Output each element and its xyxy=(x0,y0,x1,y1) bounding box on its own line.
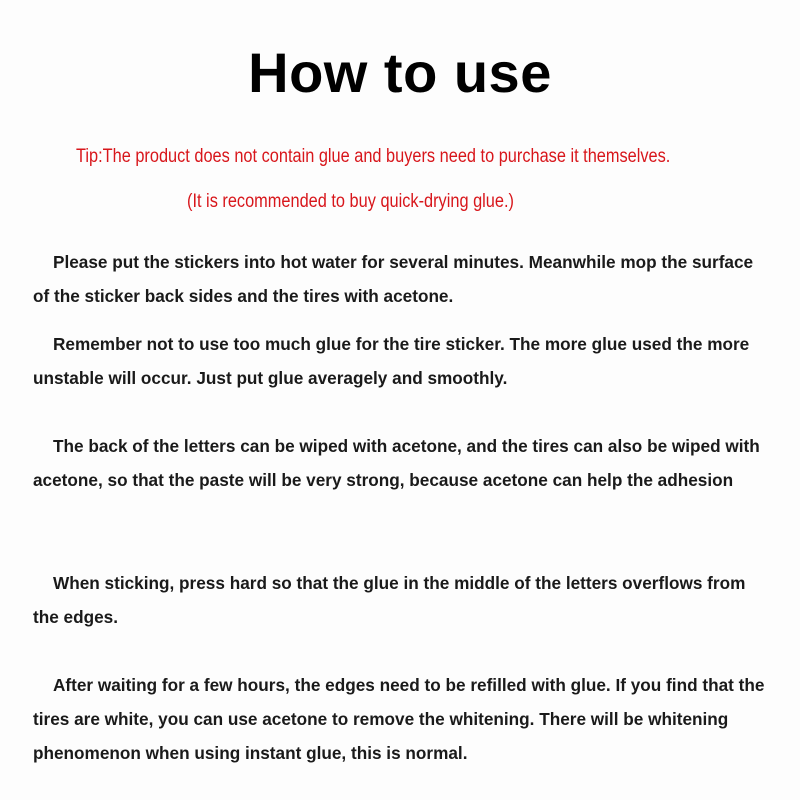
tip-line-recommend-glue: (It is recommended to buy quick-drying glue.) xyxy=(187,191,514,212)
tip-line-glue-not-included: Tip:The product does not contain glue and buyers need to purchase it themselves. xyxy=(76,146,671,167)
page-title: How to use xyxy=(248,41,552,104)
instruction-paragraph-hot-water: Please put the stickers into hot water for several minutes. Meanwhile mop the surface of the sticker back sides and the tires with acetone. xyxy=(33,252,754,306)
instruction-paragraph-glue-amount: Remember not to use too much glue for the tire sticker. The more glue used the more unstable will occur. Just put glue averagely and smoothly. xyxy=(33,334,750,388)
instruction-paragraph-press-hard: When sticking, press hard so that the glue in the middle of the letters overflows from the edges. xyxy=(33,573,746,627)
instruction-paragraph-acetone: The back of the letters can be wiped with acetone, and the tires can also be wiped with acetone, so that the paste will be very strong, because acetone can help the adhesion xyxy=(33,436,760,490)
instruction-paragraph-refill-edges: After waiting for a few hours, the edges need to be refilled with glue. If you find that the tires are white, you can use acetone to remove the whitening. There will be whitening phenomenon when using instant glue, this is normal. xyxy=(33,675,765,763)
